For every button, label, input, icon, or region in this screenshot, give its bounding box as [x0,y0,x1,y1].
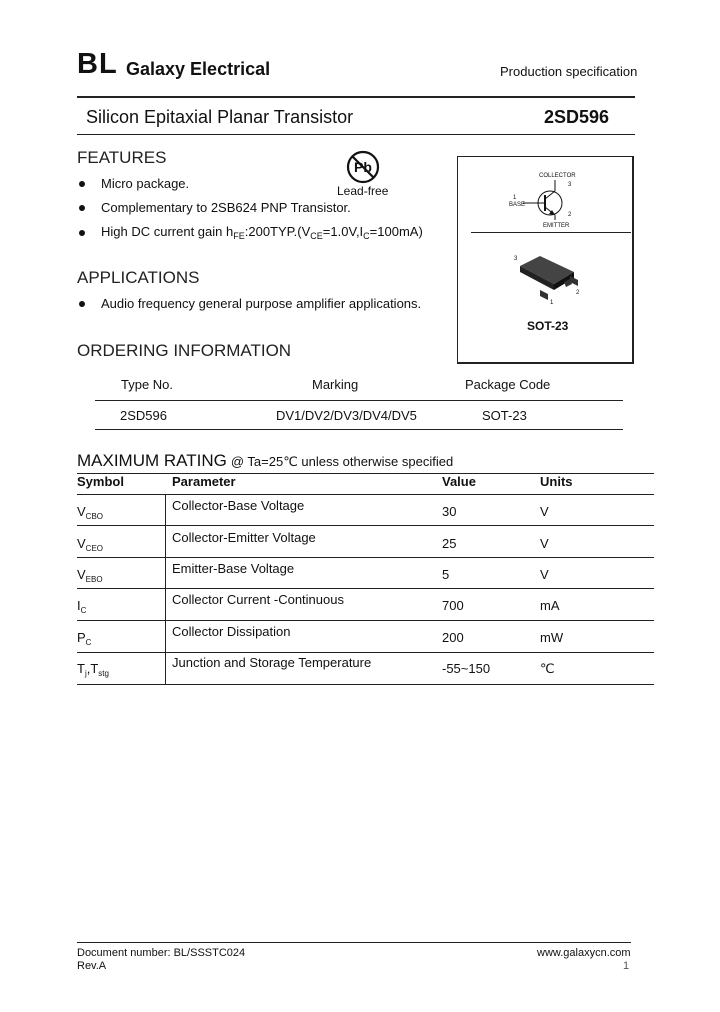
svg-text:2: 2 [568,212,572,218]
sot23-package-icon [512,250,588,308]
svg-text:Pb: Pb [354,159,372,175]
document-title: Silicon Epitaxial Planar Transistor [86,107,354,127]
package-divider [471,232,631,233]
applications-heading: APPLICATIONS [77,268,200,287]
rating-value: 30 [442,504,457,519]
rating-value: 5 [442,567,450,582]
svg-text:BASE: BASE [509,202,526,208]
spec-label: Production specification [500,64,638,79]
rating-row-line [77,652,654,653]
rating-symbol: $P_C$ [77,630,92,647]
svg-text:1: 1 [513,195,517,201]
rating-unit: mA [540,598,560,613]
title-divider [77,134,635,135]
rating-parameter: Emitter-Base Voltage [172,561,295,576]
rating-value: 200 [442,630,464,645]
lead-free-label: Lead-free [337,184,389,198]
application-item: Audio frequency general purpose amplifier applications. [77,296,421,311]
rating-col-symbol: Symbol [77,474,124,489]
ordering-cell-marking: DV1/DV2/DV3/DV4/DV5 [276,408,417,423]
ordering-heading: ORDERING INFORMATION [77,341,292,360]
rating-unit: mW [540,630,564,645]
rating-parameter: Collector Dissipation [172,624,291,639]
ordering-header-line [95,400,623,401]
header-divider [77,96,635,98]
rating-symbol: $V_{CEO}$ [77,536,104,553]
rating-row-line [77,620,654,621]
features-heading: FEATURES [77,148,167,167]
rating-col-units: Units [540,474,573,489]
rating-unit: V [540,536,549,551]
rating-unit: ℃ [540,661,555,676]
rating-col-value: Value [442,474,476,489]
bullet-icon [79,230,85,236]
rating-symbol: $V_{EBO}$ [77,567,103,584]
bullet-icon [79,301,85,307]
rating-value: 700 [442,598,464,613]
package-name: SOT-23 [527,319,569,333]
footer-divider [77,942,631,943]
rating-col-parameter: Parameter [172,474,236,489]
revision: Rev.A [77,960,107,972]
ordering-col-package: Package Code [465,377,551,392]
rating-row-line [77,557,654,558]
rating-row-line [77,525,654,526]
rating-unit: V [540,504,549,519]
part-number: 2SD596 [544,107,610,127]
bullet-icon [79,181,85,187]
ordering-cell-package: SOT-23 [482,408,527,423]
rating-row-line [77,588,654,589]
rating-col-divider [165,494,166,684]
rating-parameter: Collector Current -Continuous [172,592,344,607]
rating-value: -55~150 [442,661,491,676]
lead-free-icon [342,150,386,186]
ordering-col-type: Type No. [121,377,174,392]
svg-text:3: 3 [514,256,518,262]
feature-item: Micro package. [77,176,189,191]
rating-symbol: $V_{CBO}$ [77,504,104,521]
brand-logo-bl: BL [77,48,118,80]
svg-text:COLLECTOR: COLLECTOR [539,173,576,179]
ordering-cell-type: 2SD596 [120,408,167,423]
feature-item: High DC current gain $h_{FE}:200TYP.(V_{CE}=1.0V,I_C=100mA)$ [77,224,423,241]
rating-symbol: $I_C$ [77,598,87,615]
svg-text:3: 3 [568,182,572,188]
ordering-col-marking: Marking [312,377,359,392]
svg-text:1: 1 [550,300,554,306]
max-rating-title: MAXIMUM RATING @ Ta=25℃ unless otherwise specified [77,451,454,470]
rating-parameter: Collector-Base Voltage [172,498,305,513]
rating-unit: V [540,567,549,582]
bullet-icon [79,205,85,211]
svg-text:2: 2 [576,290,580,296]
svg-text:EMITTER: EMITTER [543,223,570,229]
page-number: 1 [623,960,630,972]
ordering-bottom-line [95,429,623,430]
rating-symbol: $T_j,T_{stg}$ [77,661,109,678]
brand-name: Galaxy Electrical [126,59,271,79]
transistor-symbol-icon [505,168,595,230]
document-number: Document number: BL/SSSTC024 [77,947,246,959]
rating-parameter: Junction and Storage Temperature [172,655,372,670]
rating-value: 25 [442,536,457,551]
rating-header-line [77,494,654,495]
feature-item: Complementary to 2SB624 PNP Transistor. [77,200,351,215]
rating-parameter: Collector-Emitter Voltage [172,530,316,545]
rating-bottom-line [77,684,654,685]
website-link[interactable]: www.galaxycn.com [537,947,631,959]
